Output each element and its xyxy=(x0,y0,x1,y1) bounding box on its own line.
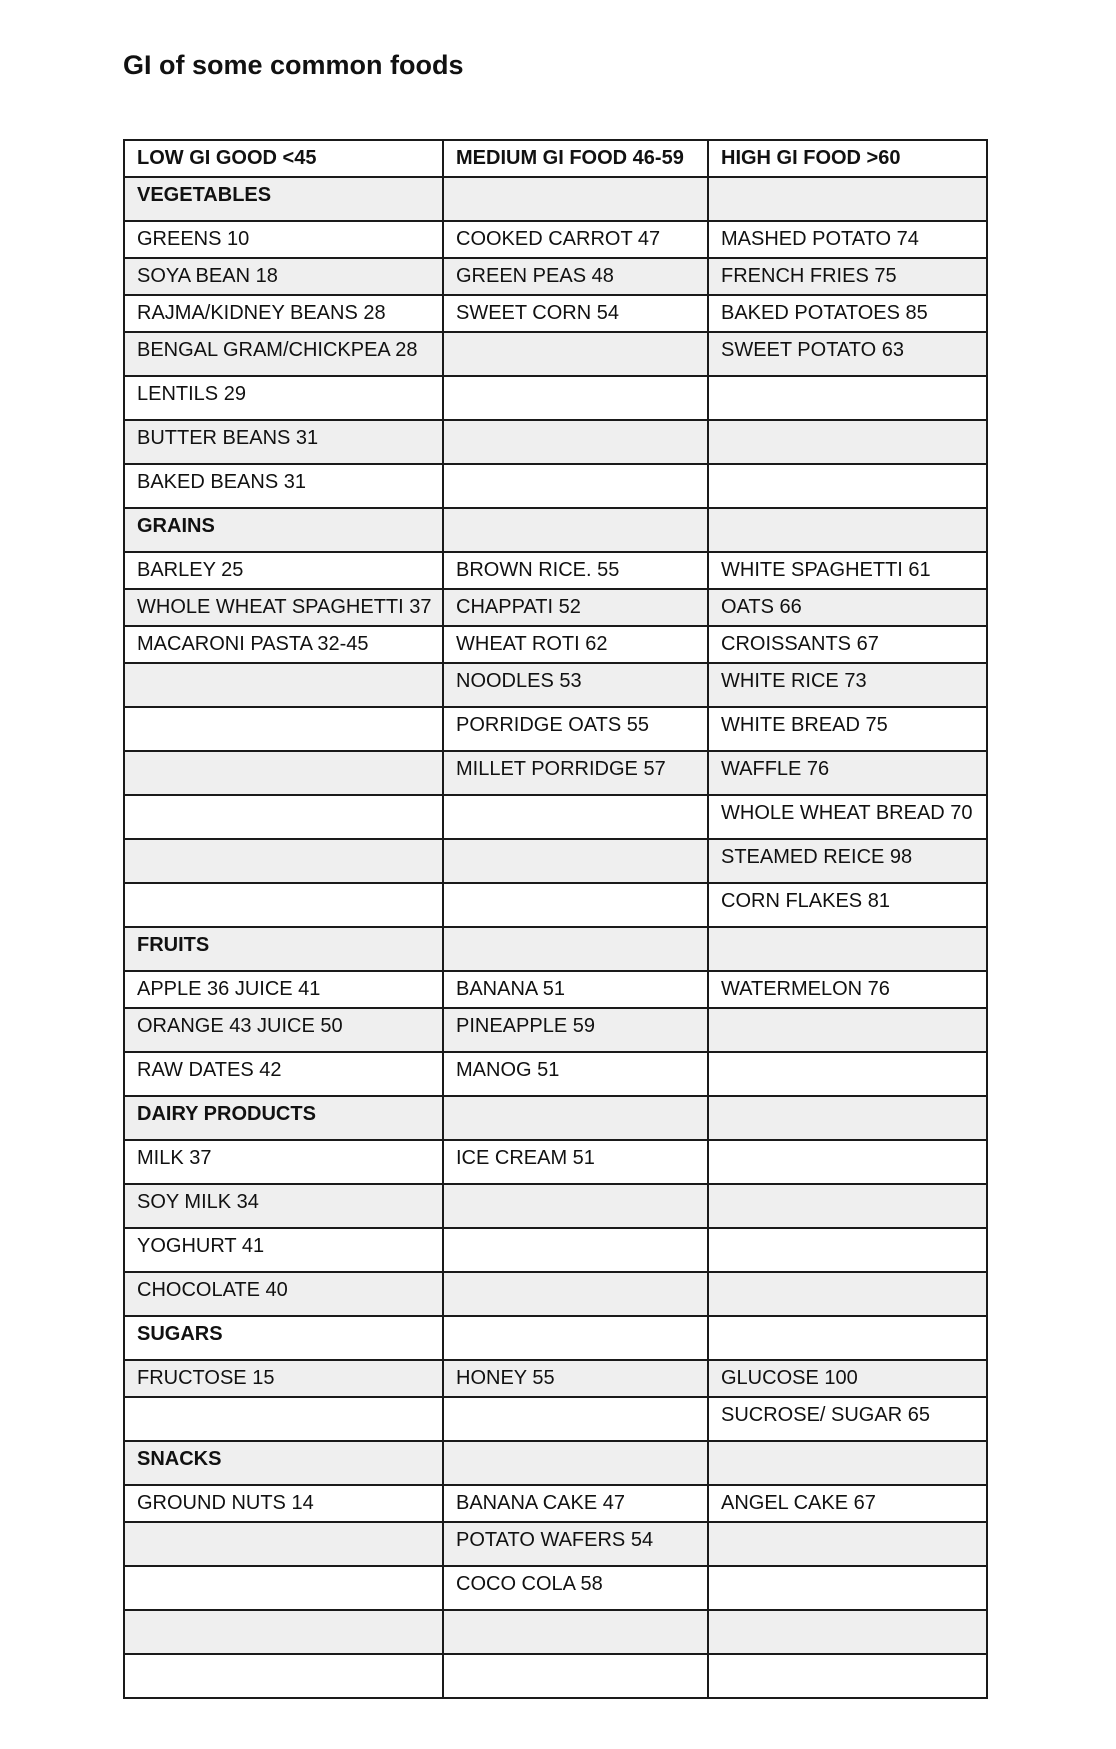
cell-medium xyxy=(443,1441,708,1485)
cell-medium xyxy=(443,177,708,221)
cell-low: SOY MILK 34 xyxy=(124,1184,443,1228)
cell-high: BAKED POTATOES 85 xyxy=(708,295,987,332)
cell-low xyxy=(124,1654,443,1698)
table-row xyxy=(124,420,987,464)
cell-high xyxy=(708,927,987,971)
cell-high xyxy=(708,1008,987,1052)
cell-low: YOGHURT 41 xyxy=(124,1228,443,1272)
table-row xyxy=(124,663,987,707)
table-row xyxy=(124,376,987,420)
cell-medium: MANOG 51 xyxy=(443,1052,708,1096)
cell-low: BENGAL GRAM/CHICKPEA 28 xyxy=(124,332,443,376)
category-row xyxy=(124,1096,987,1140)
cell-medium xyxy=(443,839,708,883)
cell-low xyxy=(124,839,443,883)
cell-medium xyxy=(443,1184,708,1228)
cell-medium xyxy=(443,332,708,376)
cell-high xyxy=(708,1228,987,1272)
cell-low xyxy=(124,1566,443,1610)
cell-medium: GREEN PEAS 48 xyxy=(443,258,708,295)
cell-low: MACARONI PASTA 32-45 xyxy=(124,626,443,663)
cell-high: WHITE SPAGHETTI 61 xyxy=(708,552,987,589)
cell-high xyxy=(708,1610,987,1654)
table-row xyxy=(124,1360,987,1397)
table-row xyxy=(124,1228,987,1272)
cell-low xyxy=(124,883,443,927)
cell-high xyxy=(708,376,987,420)
table-row xyxy=(124,1184,987,1228)
cell-medium xyxy=(443,464,708,508)
cell-low xyxy=(124,1610,443,1654)
cell-low xyxy=(124,707,443,751)
cell-medium: HONEY 55 xyxy=(443,1360,708,1397)
table-row xyxy=(124,751,987,795)
cell-high: SUCROSE/ SUGAR 65 xyxy=(708,1397,987,1441)
table-row xyxy=(124,883,987,927)
cell-medium xyxy=(443,508,708,552)
category-label: SNACKS xyxy=(124,1441,443,1485)
cell-high: WHITE BREAD 75 xyxy=(708,707,987,751)
table-row xyxy=(124,707,987,751)
cell-high xyxy=(708,508,987,552)
category-label: VEGETABLES xyxy=(124,177,443,221)
cell-high xyxy=(708,1316,987,1360)
table-row xyxy=(124,1654,987,1698)
cell-high xyxy=(708,177,987,221)
table-row xyxy=(124,795,987,839)
cell-high xyxy=(708,1052,987,1096)
category-label: GRAINS xyxy=(124,508,443,552)
cell-medium: SWEET CORN 54 xyxy=(443,295,708,332)
table-row xyxy=(124,332,987,376)
cell-high: STEAMED REICE 98 xyxy=(708,839,987,883)
header-low-gi: LOW GI GOOD <45 xyxy=(124,140,443,177)
cell-low: APPLE 36 JUICE 41 xyxy=(124,971,443,1008)
cell-high xyxy=(708,1654,987,1698)
category-row xyxy=(124,177,987,221)
cell-low: CHOCOLATE 40 xyxy=(124,1272,443,1316)
cell-low: SOYA BEAN 18 xyxy=(124,258,443,295)
cell-high: CROISSANTS 67 xyxy=(708,626,987,663)
cell-medium xyxy=(443,1316,708,1360)
category-label: FRUITS xyxy=(124,927,443,971)
cell-high: CORN FLAKES 81 xyxy=(708,883,987,927)
cell-low: LENTILS 29 xyxy=(124,376,443,420)
cell-high xyxy=(708,1522,987,1566)
cell-low: BUTTER BEANS 31 xyxy=(124,420,443,464)
cell-low: GREENS 10 xyxy=(124,221,443,258)
table-row xyxy=(124,1140,987,1184)
cell-medium xyxy=(443,376,708,420)
cell-low xyxy=(124,1522,443,1566)
cell-high: WATERMELON 76 xyxy=(708,971,987,1008)
cell-medium: BANANA 51 xyxy=(443,971,708,1008)
cell-high xyxy=(708,420,987,464)
cell-medium: BANANA CAKE 47 xyxy=(443,1485,708,1522)
table-row xyxy=(124,1052,987,1096)
cell-medium: ICE CREAM 51 xyxy=(443,1140,708,1184)
header-high-gi: HIGH GI FOOD >60 xyxy=(708,140,987,177)
table-row xyxy=(124,971,987,1008)
cell-medium xyxy=(443,1397,708,1441)
category-label: SUGARS xyxy=(124,1316,443,1360)
cell-high: WAFFLE 76 xyxy=(708,751,987,795)
header-medium-gi: MEDIUM GI FOOD 46-59 xyxy=(443,140,708,177)
cell-medium xyxy=(443,1096,708,1140)
table-row xyxy=(124,552,987,589)
table-row xyxy=(124,626,987,663)
page-title: GI of some common foods xyxy=(123,50,464,80)
table-header-row xyxy=(124,140,987,177)
cell-medium: PORRIDGE OATS 55 xyxy=(443,707,708,751)
cell-high: WHITE RICE 73 xyxy=(708,663,987,707)
cell-medium xyxy=(443,927,708,971)
cell-medium: BROWN RICE. 55 xyxy=(443,552,708,589)
cell-low xyxy=(124,751,443,795)
cell-medium: COCO COLA 58 xyxy=(443,1566,708,1610)
cell-medium: POTATO WAFERS 54 xyxy=(443,1522,708,1566)
table-row xyxy=(124,1566,987,1610)
table-row xyxy=(124,1610,987,1654)
category-row xyxy=(124,1441,987,1485)
category-row xyxy=(124,927,987,971)
cell-medium xyxy=(443,1272,708,1316)
table-row xyxy=(124,1397,987,1441)
table-row xyxy=(124,589,987,626)
cell-high xyxy=(708,1441,987,1485)
cell-low: ORANGE 43 JUICE 50 xyxy=(124,1008,443,1052)
table-row xyxy=(124,295,987,332)
cell-medium xyxy=(443,1654,708,1698)
table-row xyxy=(124,1522,987,1566)
table-row xyxy=(124,1008,987,1052)
cell-high xyxy=(708,1272,987,1316)
cell-medium xyxy=(443,795,708,839)
table-body xyxy=(124,177,987,1698)
cell-high: GLUCOSE 100 xyxy=(708,1360,987,1397)
cell-high xyxy=(708,1566,987,1610)
cell-medium: COOKED CARROT 47 xyxy=(443,221,708,258)
table-row xyxy=(124,1272,987,1316)
cell-high xyxy=(708,1096,987,1140)
category-row xyxy=(124,1316,987,1360)
cell-high: MASHED POTATO 74 xyxy=(708,221,987,258)
table-row xyxy=(124,1485,987,1522)
cell-low: BARLEY 25 xyxy=(124,552,443,589)
cell-low: FRUCTOSE 15 xyxy=(124,1360,443,1397)
cell-low: RAJMA/KIDNEY BEANS 28 xyxy=(124,295,443,332)
cell-low xyxy=(124,1397,443,1441)
cell-low: WHOLE WHEAT SPAGHETTI 37 xyxy=(124,589,443,626)
gi-table xyxy=(123,139,988,1699)
cell-low xyxy=(124,663,443,707)
cell-high xyxy=(708,1184,987,1228)
cell-low: RAW DATES 42 xyxy=(124,1052,443,1096)
category-row xyxy=(124,508,987,552)
table-row xyxy=(124,258,987,295)
cell-high xyxy=(708,1140,987,1184)
cell-low xyxy=(124,795,443,839)
cell-medium xyxy=(443,883,708,927)
cell-medium: WHEAT ROTI 62 xyxy=(443,626,708,663)
cell-high xyxy=(708,464,987,508)
cell-medium: NOODLES 53 xyxy=(443,663,708,707)
cell-high: WHOLE WHEAT BREAD 70 xyxy=(708,795,987,839)
category-label: DAIRY PRODUCTS xyxy=(124,1096,443,1140)
cell-medium: PINEAPPLE 59 xyxy=(443,1008,708,1052)
cell-high: OATS 66 xyxy=(708,589,987,626)
cell-high: ANGEL CAKE 67 xyxy=(708,1485,987,1522)
table-row xyxy=(124,839,987,883)
cell-medium: CHAPPATI 52 xyxy=(443,589,708,626)
table-row xyxy=(124,464,987,508)
cell-low: BAKED BEANS 31 xyxy=(124,464,443,508)
cell-low: GROUND NUTS 14 xyxy=(124,1485,443,1522)
cell-low: MILK 37 xyxy=(124,1140,443,1184)
table-row xyxy=(124,221,987,258)
cell-high: FRENCH FRIES 75 xyxy=(708,258,987,295)
cell-medium: MILLET PORRIDGE 57 xyxy=(443,751,708,795)
cell-medium xyxy=(443,1228,708,1272)
cell-medium xyxy=(443,1610,708,1654)
cell-medium xyxy=(443,420,708,464)
cell-high: SWEET POTATO 63 xyxy=(708,332,987,376)
